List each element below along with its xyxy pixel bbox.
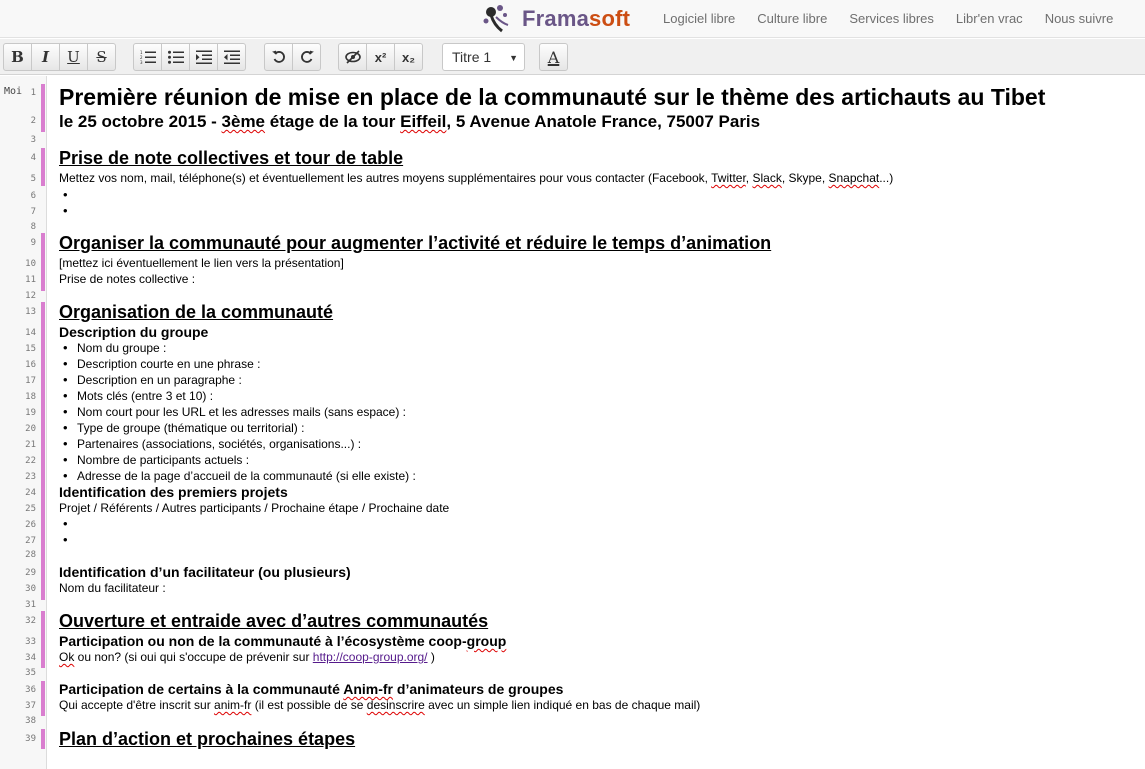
author-bar [41,233,45,291]
paragraph: Ok ou non? (si oui qui s'occupe de prévenir sur http://coop-group.org/ ) [59,650,435,664]
framasoft-name: Framasoft [522,6,631,31]
line-number: 3 [30,135,36,145]
section-heading: Ouverture et entraide avec d’autres communautés [59,611,489,631]
history-group [264,43,321,71]
line-number: 29 [25,568,36,578]
doc-subtitle: le 25 octobre 2015 - 3ème étage de la tour Eiffeil, 5 Avenue Anatole France, 75007 Paris [59,112,761,131]
ordered-list-icon[interactable] [133,43,162,71]
line-number: 11 [25,275,36,285]
author-bar [41,729,45,749]
clear-authorship-icon[interactable] [338,43,367,71]
line-number: 19 [25,408,36,418]
line-number: 27 [25,536,36,546]
paragraph: Nom du facilitateur : [59,581,166,595]
nav-services-libres[interactable]: Services libres [849,10,934,26]
subsection-heading: Description du groupe [59,324,209,340]
top-nav [652,0,1124,36]
format-group [338,43,423,71]
nav-culture-libre[interactable]: Culture libre [757,10,828,26]
undo-icon[interactable] [264,43,293,71]
subsection-heading: Participation ou non de la communauté à l’écosystème coop-group [59,633,507,649]
line-number: 1 [30,88,36,98]
document-editor[interactable] [0,76,1145,769]
line-number: 35 [25,668,36,678]
framasoft-brand[interactable] [478,1,630,37]
line-number: 5 [30,174,36,184]
line-number: 10 [25,259,36,269]
line-number: 7 [30,207,36,217]
line-number: 34 [25,653,36,663]
line-number: 33 [25,637,36,647]
line-number: 4 [30,153,36,163]
section-heading: Organiser la communauté pour augmenter l’activité et réduire le temps d’animation [59,233,772,253]
section-heading: Prise de note collectives et tour de table [59,148,404,168]
author-bar [41,681,45,716]
author-bar [41,564,45,600]
line-number: 26 [25,520,36,530]
text-style-group [3,43,116,71]
line-number: 25 [25,504,36,514]
line-number: 37 [25,701,36,711]
subscript-button[interactable]: x₂ [394,43,423,71]
underline-button[interactable]: U [59,43,88,71]
line-number: 32 [25,616,36,626]
line-number: 39 [25,734,36,744]
line-number: 21 [25,440,36,450]
coop-group-link[interactable]: http://coop-group.org/ [312,650,428,664]
paragraph: Prise de notes collective : [59,272,196,286]
line-number: 18 [25,392,36,402]
line-number: 15 [25,344,36,354]
svg-text:3: 3 [139,60,143,64]
list-item: • Nom du groupe : [77,341,166,355]
line-number: 30 [25,584,36,594]
author-bar [41,108,45,132]
author-label: Moi [4,86,23,97]
editor-toolbar [0,39,1145,75]
list-item: • Partenaires (associations, sociétés, organisations...) : [77,437,361,451]
paragraph: Mettez vos nom, mail, téléphone(s) et éventuellement les autres moyens supplémentaires pour vous contacter (Facebook, Twitter, Slack, Skype, Snapchat...) [59,171,894,185]
outdent-icon[interactable] [217,43,246,71]
line-number: 8 [30,222,36,232]
paragraph: Qui accepte d'être inscrit sur anim-fr (il est possible de se desinscrire avec un simple lien indiqué en bas de chaque mail) [59,698,701,712]
superscript-button[interactable]: x² [366,43,395,71]
line-number: 38 [25,716,36,726]
line-number: 14 [25,328,36,338]
list-item: • Mots clés (entre 3 et 10) : [77,389,213,403]
list-item: • Adresse de la page d’accueil de la communauté (si elle existe) : [77,469,416,483]
list-item: • Nombre de participants actuels : [77,453,249,467]
list-item: • Description courte en une phrase : [77,357,260,371]
line-number: 20 [25,424,36,434]
line-number: 6 [30,191,36,201]
indent-icon[interactable] [189,43,218,71]
text-color-button[interactable]: A [539,43,568,71]
list-item: • Description en un paragraphe : [77,373,242,387]
author-bar [41,84,45,108]
heading-select[interactable]: Titre 1 ▼ [442,43,525,71]
line-number: 23 [25,472,36,482]
line-number: 13 [25,307,36,317]
doc-title: Première réunion de mise en place de la communauté sur le thème des artichauts au Tibet [59,84,1046,110]
line-number: 9 [30,238,36,248]
paragraph: Projet / Référents / Autres participants / Prochaine étape / Prochaine date [59,501,450,515]
line-number: 28 [25,550,36,560]
section-heading: Plan d’action et prochaines étapes [59,729,356,749]
chevron-down-icon: ▼ [509,53,518,63]
line-number: 31 [25,600,36,610]
line-number: 24 [25,488,36,498]
nav-libr-en-vrac[interactable]: Libr'en vrac [955,10,1023,26]
nav-logiciel-libre[interactable]: Logiciel libre [663,10,736,26]
list-item: • Type de groupe (thématique ou territorial) : [77,421,304,435]
line-number: 16 [25,360,36,370]
line-number: 17 [25,376,36,386]
subsection-heading: Participation de certains à la communauté Anim-fr d’animateurs de groupes [59,681,564,697]
line-number: 12 [25,291,36,301]
author-bar [41,302,45,574]
nav-nous-suivre[interactable]: Nous suivre [1044,10,1114,26]
color-group [539,43,568,71]
bold-button[interactable]: B [3,43,32,71]
list-item: • Nom court pour les URL et les adresses mails (sans espace) : [77,405,406,419]
line-number: 36 [25,685,36,695]
paragraph: [mettez ici éventuellement le lien vers la présentation] [59,256,344,270]
author-bar [41,148,45,186]
italic-button[interactable]: I [31,43,60,71]
redo-icon[interactable] [292,43,321,71]
bullet-list-icon[interactable] [161,43,190,71]
author-bar [41,611,45,668]
svg-text:2: 2 [139,55,143,60]
framasoft-logo-icon [478,1,520,37]
svg-text:1: 1 [139,50,143,55]
line-number: 2 [30,116,36,126]
strikethrough-button[interactable]: S [87,43,116,71]
subsection-heading: Identification des premiers projets [59,484,288,500]
subsection-heading: Identification d’un facilitateur (ou plusieurs) [59,564,351,580]
list-group [133,43,246,71]
section-heading: Organisation de la communauté [59,302,334,322]
line-number: 22 [25,456,36,466]
top-navbar [0,0,1145,38]
